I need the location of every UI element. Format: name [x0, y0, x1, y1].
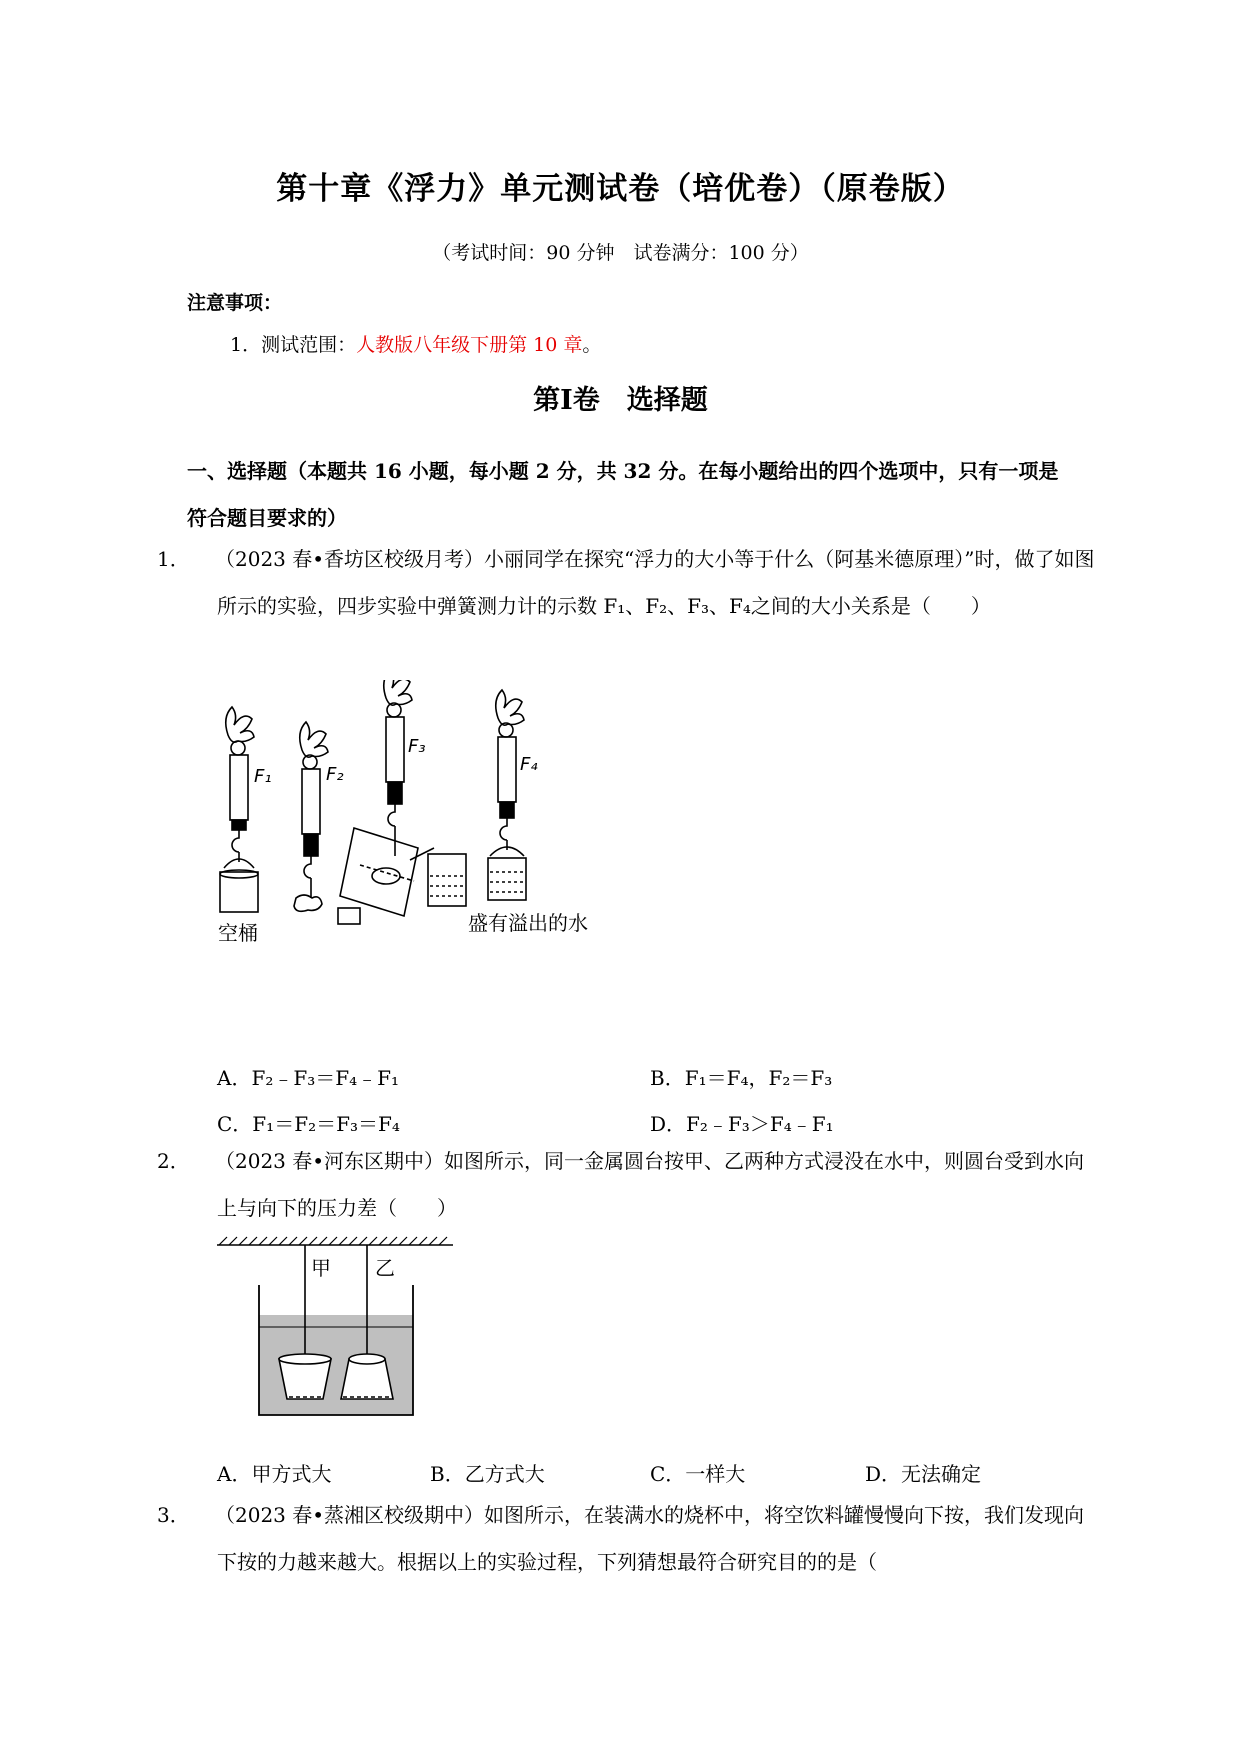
notice-item — [230, 330, 601, 357]
page-title: 第十章《浮力》单元测试卷（培优卷）（原卷版） — [276, 171, 965, 207]
notice-item-suffix: 。 — [582, 334, 602, 356]
section-title: 一、选择题（本题共 16 小题，每小题 2 分，共 32 分。在每小题给出的四个选项中，只有一项是符合题目要求的） — [187, 459, 1059, 530]
notice-item-highlight: 人教版八年级下册第 10 章 — [356, 334, 583, 356]
notice-heading: 注意事项： — [187, 292, 283, 314]
label-f1: F₁ — [254, 766, 272, 787]
question-3 — [157, 1492, 1097, 1586]
part-title: 第Ⅰ卷 选择题 — [533, 385, 708, 416]
question-number: 2． — [157, 1149, 190, 1173]
label-f2: F₂ — [326, 764, 344, 785]
question-1 — [157, 536, 1097, 630]
option-c[interactable]: C．一样大 — [650, 1462, 746, 1486]
label-f3: F₃ — [408, 736, 426, 757]
option-a[interactable]: A．F₂﹣F₃＝F₄﹣F₁ — [217, 1066, 400, 1090]
frustum-figure — [215, 1235, 455, 1420]
notice-item-prefix: 1．测试范围： — [230, 334, 357, 356]
label-f4: F₄ — [520, 754, 538, 775]
hand-icon — [226, 707, 254, 742]
option-d[interactable]: D．F₂﹣F₃＞F₄﹣F₁ — [650, 1112, 834, 1136]
spring-scale-figure — [210, 680, 670, 1020]
option-b[interactable]: B．F₁＝F₄，F₂＝F₃ — [650, 1066, 833, 1090]
question-text: （2023 春•蒸湘区校级期中）如图所示，在装满水的烧杯中，将空饮料罐慢慢向下按，我们发现向下按的力越来越大。根据以上的实验过程，下列猜想最符合研究目的的是（ — [215, 1503, 1085, 1574]
question-2 — [157, 1138, 1097, 1232]
label-yi: 乙 — [375, 1256, 395, 1280]
option-b[interactable]: B．乙方式大 — [430, 1462, 545, 1486]
exam-info: （考试时间：90 分钟 试卷满分：100 分） — [432, 242, 809, 264]
label-empty-bucket: 空桶 — [218, 921, 258, 945]
question-text: （2023 春•河东区期中）如图所示，同一金属圆台按甲、乙两种方式浸没在水中，则圆台受到水向上与向下的压力差（ ） — [215, 1149, 1085, 1220]
option-a[interactable]: A．甲方式大 — [217, 1462, 332, 1486]
label-bucket-water: 盛有溢出的水 — [468, 911, 588, 935]
label-jia: 甲 — [311, 1256, 331, 1280]
option-d[interactable]: D．无法确定 — [865, 1462, 982, 1486]
option-c[interactable]: C．F₁＝F₂＝F₃＝F₄ — [217, 1112, 400, 1136]
question-text: （2023 春•香坊区校级月考）小丽同学在探究“浮力的大小等于什么（阿基米德原理）”时，做了如图所示的实验，四步实验中弹簧测力计的示数 F₁、F₂、F₃、F₄之间的大小关系是（ ） — [215, 547, 1095, 618]
question-number: 3． — [157, 1503, 190, 1527]
question-number: 1． — [157, 547, 190, 571]
